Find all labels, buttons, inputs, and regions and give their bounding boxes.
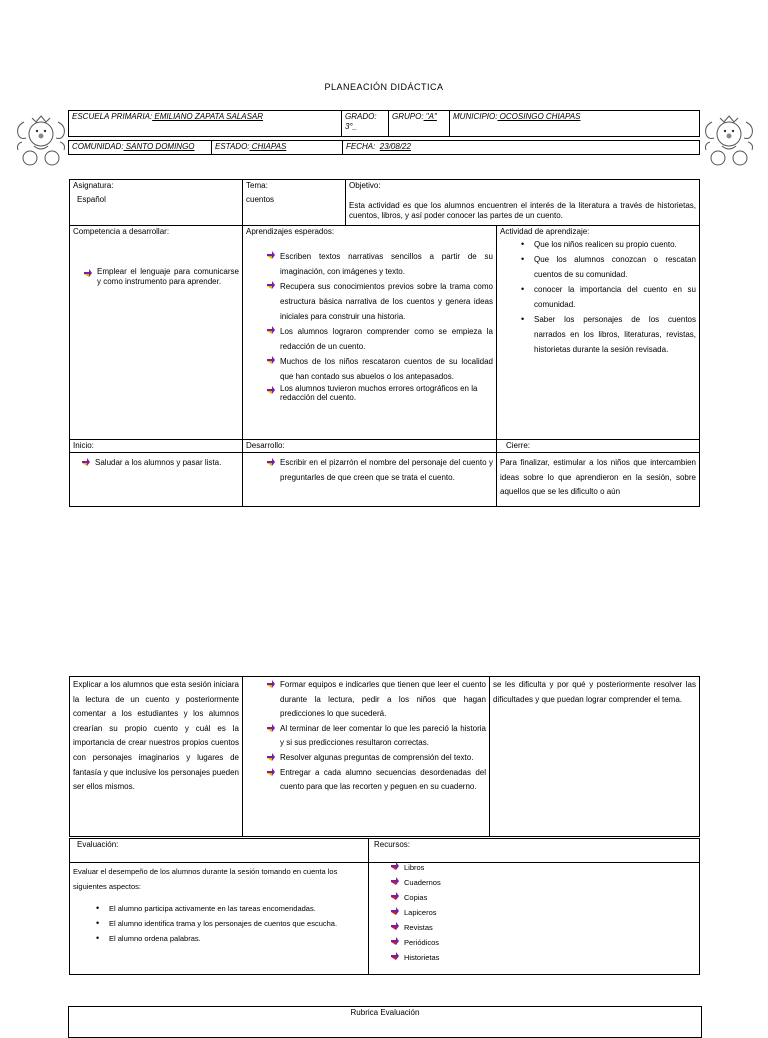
arrow-bullet-icon (266, 249, 276, 259)
list-item (518, 312, 696, 357)
grupo-cell (389, 111, 450, 137)
aprendizaje-text: Escriben textos narrativas sencillos a partir de su imaginación, con imágenes y texto. (280, 252, 493, 276)
rubrica-box (68, 1006, 702, 1038)
recursos-cell (369, 863, 700, 975)
recurso-text: Lapiceros (404, 908, 437, 917)
asignatura-label: Asignatura: (73, 181, 114, 190)
cierre-continuation-text: se les dificulta y por qué y posteriormente resolver las dificultades y que puedan lograr comprender el tema. (493, 680, 696, 704)
fecha-label: FECHA: (346, 142, 376, 151)
list-item (81, 267, 239, 287)
evaluacion-label: Evaluación: (77, 840, 119, 849)
grado-label: GRADO: (345, 112, 377, 121)
cierre-continuation-cell (490, 677, 700, 837)
evaluacion-cell (70, 863, 369, 975)
objetivo-label: Objetivo: (349, 181, 381, 190)
list-item (388, 860, 696, 875)
actividad-text: conocer la importancia del cuento en su comunidad. (534, 285, 696, 309)
plan-table (69, 179, 700, 507)
header-table-row2 (68, 140, 700, 155)
rubrica-label: Rubrica Evaluación (350, 1008, 420, 1017)
asignatura-value: Español (77, 195, 106, 204)
recursos-label: Recursos: (374, 840, 411, 849)
list-item (388, 935, 696, 950)
fecha-cell (343, 141, 700, 155)
municipio-label: MUNICIPIO: (453, 112, 498, 121)
list-item (264, 722, 486, 751)
estado-cell (212, 141, 343, 155)
list-item (264, 678, 486, 722)
aprendizajes-cell (243, 226, 497, 440)
desarrollo-continuation-list (246, 678, 486, 795)
desarrollo-text: Formar equipos e indicarles que tienen que leer el cuento durante la lectura, pedir a los niños que hagan predicciones lo que sucederá. (280, 680, 486, 719)
aprendizaje-text: Los alumnos lograron comprender como se empieza la redacción de un cuento. (280, 327, 493, 351)
arrow-bullet-icon (266, 678, 276, 688)
arrow-bullet-icon (390, 935, 400, 945)
evaluacion-table (69, 838, 700, 975)
list-item (264, 384, 493, 402)
arrow-bullet-icon (266, 456, 276, 466)
list-item (264, 456, 493, 485)
desarrollo-text: Escribir en el pizarrón el nombre del personaje del cuento y preguntarles de que creen que se trata el cuento. (280, 458, 493, 482)
evaluacion-list (73, 901, 365, 946)
competencia-list (73, 267, 239, 287)
comunidad-label: COMUNIDAD: (72, 142, 124, 151)
aprendizajes-label: Aprendizajes esperados: (246, 227, 335, 236)
competencia-text: Emplear el lenguaje para comunicarse y como instrumento para aprender. (97, 267, 239, 286)
municipio-value: OCOSINGO CHIAPAS (497, 112, 581, 121)
arrow-bullet-icon (266, 354, 276, 364)
aprendizaje-text: Muchos de los niños rescataron cuentos de su localidad que han contado sus abuelos o los antepasados. (280, 357, 493, 381)
bullet-dot-icon: • (521, 239, 525, 249)
inicio-list (73, 456, 239, 471)
escuela-label: ESCUELA PRIMARIA: (72, 112, 153, 121)
cierre-label: Cierre: (506, 441, 531, 450)
clown-icon (12, 112, 70, 168)
desarrollo-text: Entregar a cada alumno secuencias desordenadas del cuento para que las recorten y peguen en su cuaderno. (280, 767, 486, 792)
list-item (518, 237, 696, 252)
grupo-label: GRUPO: (392, 112, 424, 121)
bullet-dot-icon: • (521, 284, 525, 294)
tema-label: Tema: (246, 181, 268, 190)
objetivo-value: Esta actividad es que los alumnos encuentren el interés de la literatura a través de historietas, cuentos, libros, y así poder conocer las partes de un cuento. (349, 201, 696, 220)
arrow-bullet-icon (390, 905, 400, 915)
bullet-dot-icon: • (96, 918, 100, 928)
list-item (93, 901, 365, 916)
list-item (518, 282, 696, 312)
list-item (93, 931, 365, 946)
recursos-list (372, 860, 696, 965)
grado-cell (342, 111, 389, 137)
arrow-bullet-icon (266, 751, 276, 761)
desarrollo-text: Al terminar de leer comentar lo que les pareció la historia y si sus predicciones resultaron correctas. (280, 723, 486, 748)
list-item (264, 324, 493, 354)
continuation-table (69, 676, 700, 837)
objetivo-cell (346, 180, 700, 226)
desarrollo-label: Desarrollo: (246, 441, 285, 450)
estado-value: CHIAPAS (249, 142, 287, 151)
list-item (518, 252, 696, 282)
desarrollo-label-cell (243, 440, 497, 453)
recurso-text: Libros (404, 863, 425, 872)
recurso-text: Copias (404, 893, 428, 902)
comunidad-cell (69, 141, 212, 155)
actividad-text: Que los niños realicen su propio cuento. (534, 240, 677, 249)
arrow-bullet-icon (266, 722, 276, 732)
inicio-cell (70, 453, 243, 507)
arrow-bullet-icon (390, 950, 400, 960)
estado-label: ESTADO: (215, 142, 250, 151)
desarrollo-continuation-cell (243, 677, 490, 837)
arrow-bullet-icon (266, 766, 276, 776)
inicio-label-cell (70, 440, 243, 453)
list-item (264, 279, 493, 324)
arrow-bullet-icon (266, 384, 276, 394)
desarrollo-text: Resolver algunas preguntas de comprensión del texto. (280, 752, 474, 762)
list-item (388, 905, 696, 920)
header-table (68, 110, 700, 137)
list-item (79, 456, 239, 471)
grupo-value: "A" (423, 112, 437, 121)
arrow-bullet-icon (390, 920, 400, 930)
inicio-label: Inicio: (73, 441, 94, 450)
tema-cell (243, 180, 346, 226)
escuela-value: EMILIANO ZAPATA SALASAR (152, 112, 264, 121)
list-item (264, 249, 493, 279)
arrow-bullet-icon (81, 456, 91, 466)
aprendizajes-list (246, 249, 493, 402)
tema-value: cuentos (246, 195, 275, 204)
fecha-value: 23/08/22 (379, 142, 411, 151)
evaluacion-intro: Evaluar el desempeño de los alumnos durante la sesión tomando en cuenta los siguientes aspectos: (73, 867, 338, 891)
evaluacion-label-cell (70, 839, 369, 863)
list-item (264, 751, 486, 766)
evaluacion-text: El alumno identifica trama y los personajes de cuentos que escucha. (109, 919, 338, 928)
cierre-cell (497, 453, 700, 507)
municipio-cell (450, 111, 700, 137)
arrow-bullet-icon (83, 267, 93, 277)
list-item (93, 916, 365, 931)
list-item (264, 354, 493, 384)
actividad-text: Saber los personajes de los cuentos narrados en los libros, literaturas, revistas, historietas durante la sesión revisada. (534, 315, 696, 354)
desarrollo-cell (243, 453, 497, 507)
cierre-label-cell (497, 440, 700, 453)
list-item (388, 920, 696, 935)
asignatura-cell (70, 180, 243, 226)
bullet-dot-icon: • (96, 903, 100, 913)
bullet-dot-icon: • (521, 254, 525, 264)
bullet-dot-icon: • (96, 933, 100, 943)
aprendizaje-text: Los alumnos tuvieron muchos errores ortográficos en la redacción del cuento. (280, 384, 478, 402)
competencia-cell (70, 226, 243, 440)
list-item (388, 890, 696, 905)
comunidad-value: SANTO DOMINGO (123, 142, 195, 151)
arrow-bullet-icon (266, 279, 276, 289)
inicio-continuation-text: Explicar a los alumnos que esta sesión iniciara la lectura de un cuento y posteriormente comentar a los estudiantes y los alumnos crearían su propio cuento y cuál es la importancia de crear nuestros propios cuentos con personajes imaginarios y lugares de fantasía y que inclusive los personajes pueden ser ellos mismos. (73, 680, 239, 792)
desarrollo-list (246, 456, 493, 485)
list-item (388, 875, 696, 890)
page-title: PLANEACIÓN DIDÁCTICA (324, 82, 444, 92)
actividad-list (500, 237, 696, 357)
arrow-bullet-icon (390, 890, 400, 900)
clown-icon (700, 112, 758, 168)
arrow-bullet-icon (266, 324, 276, 334)
grado-value: 3°_ (345, 122, 358, 131)
actividad-text: Que los alumnos conozcan o rescatan cuentos de su comunidad. (534, 255, 696, 279)
escuela-cell (69, 111, 342, 137)
list-item (264, 766, 486, 795)
bullet-dot-icon: • (521, 314, 525, 324)
recurso-text: Cuadernos (404, 878, 441, 887)
inicio-text: Saludar a los alumnos y pasar lista. (95, 458, 222, 467)
actividad-cell (497, 226, 700, 440)
evaluacion-text: El alumno ordena palabras. (109, 934, 201, 943)
list-item (388, 950, 696, 965)
arrow-bullet-icon (390, 860, 400, 870)
inicio-continuation-cell (70, 677, 243, 837)
recurso-text: Historietas (404, 953, 440, 962)
competencia-label: Competencia a desarrollar: (73, 227, 170, 236)
actividad-label: Actividad de aprendizaje: (500, 227, 590, 236)
aprendizaje-text: Recupera sus conocimientos previos sobre la trama como estructura básica narrativa de los cuentos y genera ideas iniciales para construir una historia. (280, 282, 493, 321)
cierre-text: Para finalizar, estimular a los niños que intercambien ideas sobre lo que aprendieron en la sesión, sobre aquellos que se les dificulto o aún (500, 458, 696, 497)
arrow-bullet-icon (390, 875, 400, 885)
recurso-text: Periódicos (404, 938, 440, 947)
recursos-label-cell (369, 839, 700, 863)
evaluacion-text: El alumno participa activamente en las tareas encomendadas. (109, 904, 316, 913)
recurso-text: Revistas (404, 923, 433, 932)
